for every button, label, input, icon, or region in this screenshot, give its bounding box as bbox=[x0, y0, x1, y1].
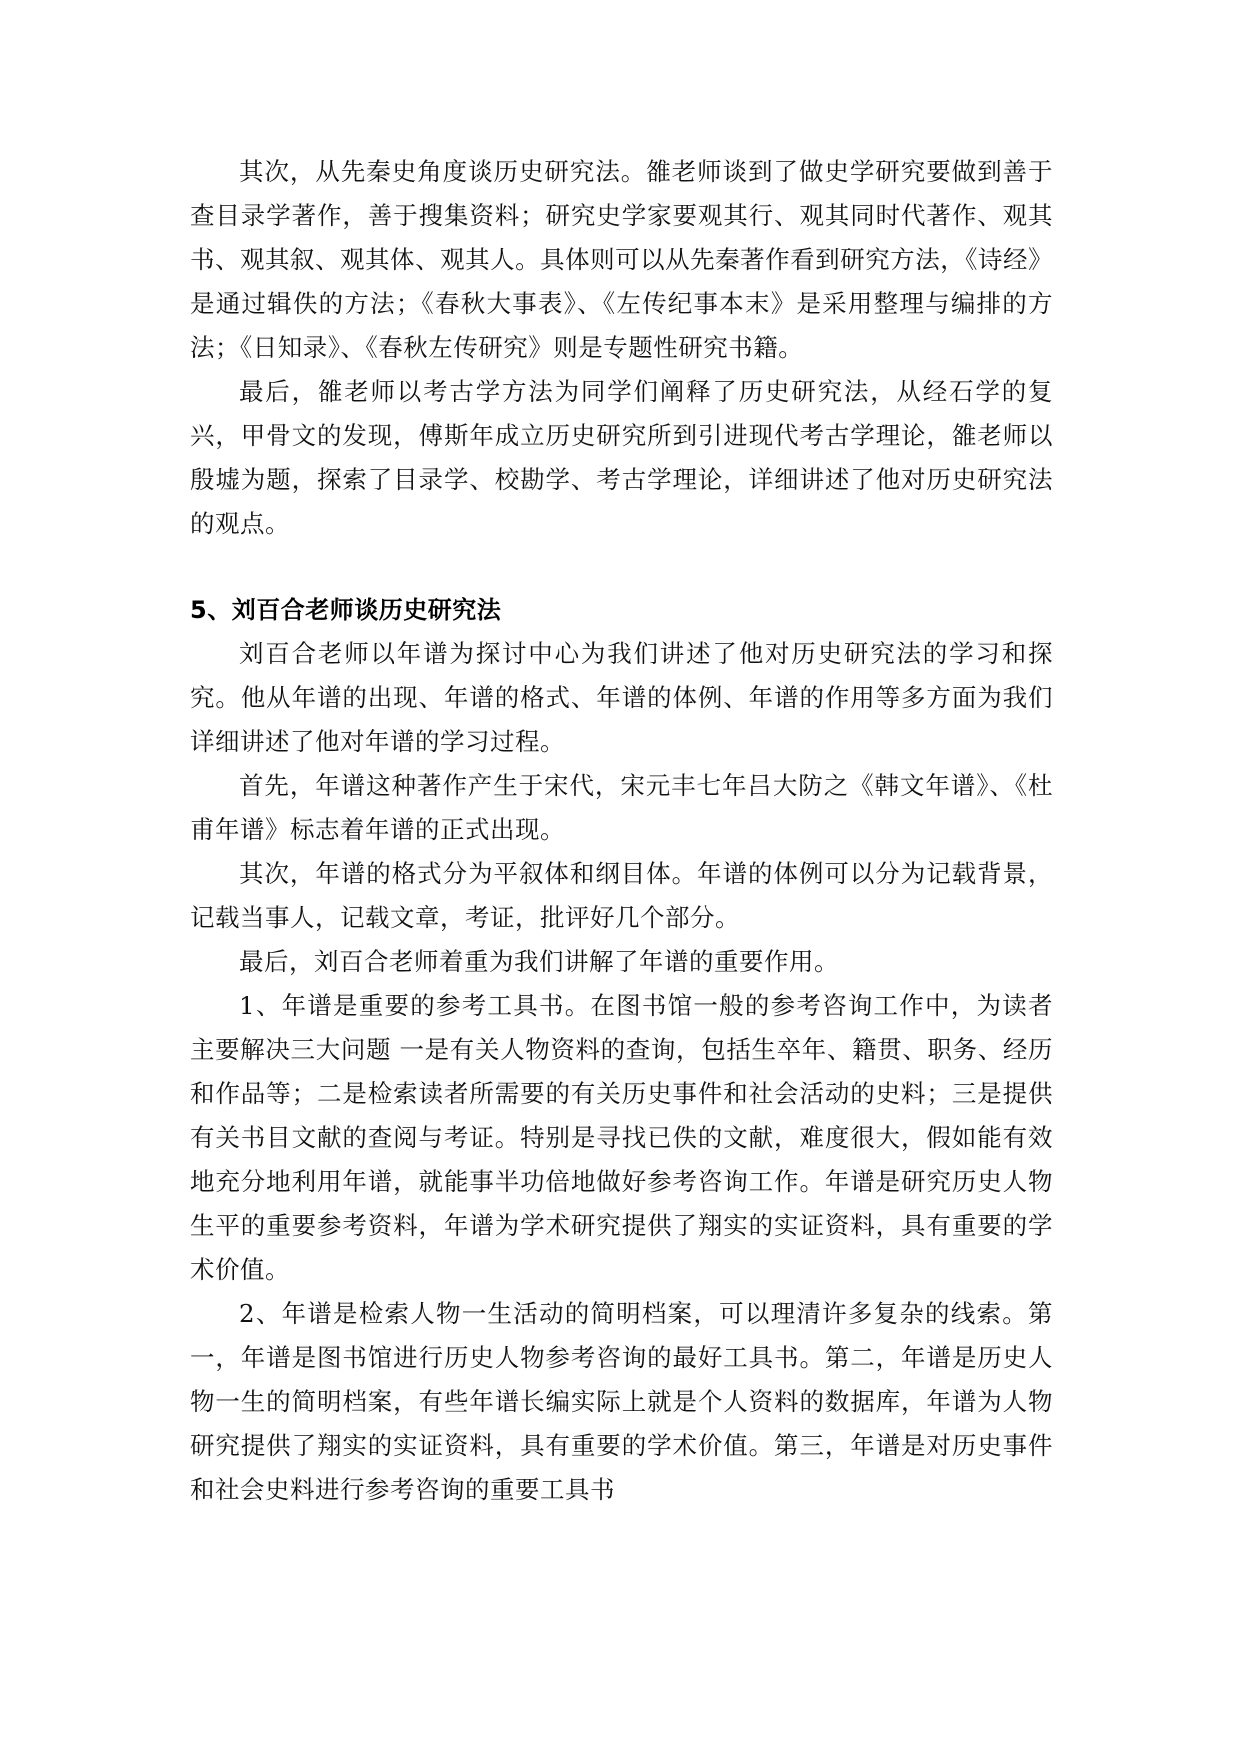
document-body bbox=[190, 150, 1053, 1512]
paragraph: 最后，雒老师以考古学方法为同学们阐释了历史研究法，从经石学的复兴，甲骨文的发现，傅斯年成立历史研究所到引进现代考古学理论，雒老师以殷墟为题，探索了目录学、校勘学、考古学理论，详细讲述了他对历史研究法的观点。 bbox=[190, 377, 1053, 538]
paragraph: 其次，从先秦史角度谈历史研究法。雒老师谈到了做史学研究要做到善于查目录学著作，善于搜集资料；研究史学家要观其行、观其同时代著作、观其书、观其叙、观其体、观其人。具体则可以从先秦著作看到研究方法，《诗经》是通过辑佚的方法；《春秋大事表》、《左传纪事本末》是采用整理与编排的方法；《日知录》、《春秋左传研究》则是专题性研究书籍。 bbox=[190, 157, 1053, 362]
paragraph: 首先，年谱这种著作产生于宋代，宋元丰七年吕大防之《韩文年谱》、《杜甫年谱》标志着年谱的正式出现。 bbox=[190, 771, 1053, 844]
paragraph: 其次，年谱的格式分为平叙体和纲目体。年谱的体例可以分为记载背景，记载当事人，记载文章，考证，批评好几个部分。 bbox=[190, 859, 1053, 932]
paragraph: 最后，刘百合老师着重为我们讲解了年谱的重要作用。 bbox=[239, 947, 839, 976]
section-heading: 5、刘百合老师谈历史研究法 bbox=[190, 596, 502, 624]
paragraph: 1、年谱是重要的参考工具书。在图书馆一般的参考咨询工作中，为读者主要解决三大问题 一是有关人物资料的查询，包括生卒年、籍贯、职务、经历和作品等；二是检索读者所需要的有关历史事件和社会活动的史料；三是提供有关书目文献的查阅与考证。特别是寻找已佚的文献，难度很大，假如能有效地充分地利用年谱，就能事半功倍地做好参考咨询工作。年谱是研究历史人物生平的重要参考资料，年谱为学术研究提供了翔实的实证资料，具有重要的学术价值。 bbox=[190, 991, 1053, 1284]
paragraph: 刘百合老师以年谱为探讨中心为我们讲述了他对历史研究法的学习和探究。他从年谱的出现、年谱的格式、年谱的体例、年谱的作用等多方面为我们详细讲述了他对年谱的学习过程。 bbox=[190, 639, 1053, 756]
paragraph: 2、年谱是检索人物一生活动的简明档案，可以理清许多复杂的线索。第一，年谱是图书馆进行历史人物参考咨询的最好工具书。第二，年谱是历史人物一生的简明档案，有些年谱长编实际上就是个人资料的数据库，年谱为人物研究提供了翔实的实证资料，具有重要的学术价值。第三，年谱是对历史事件和社会史料进行参考咨询的重要工具书 bbox=[190, 1299, 1053, 1504]
